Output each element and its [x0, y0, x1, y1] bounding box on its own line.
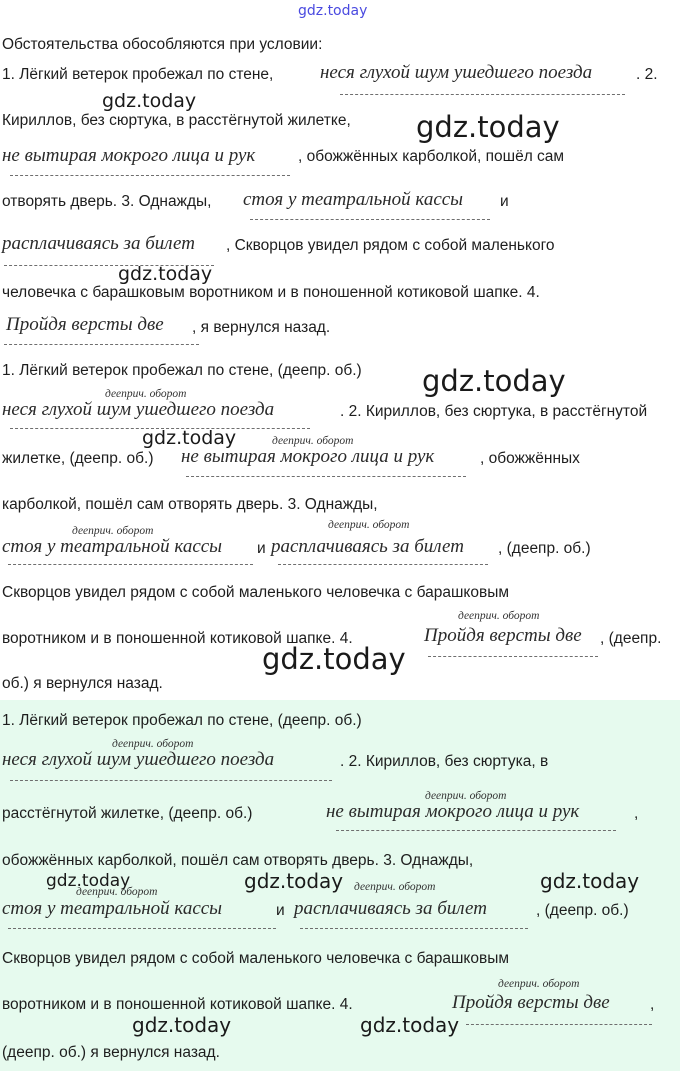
answer1-line-7: воротником и в поношенной котиковой шапке. 4.: [2, 630, 353, 647]
answer1-participle-2: не вытирая мокрого лица и рук: [181, 446, 435, 467]
task-title: Обстоятельства обособляются при условии:: [2, 36, 323, 53]
annotation-participle-phrase: дееприч. оборот: [328, 519, 410, 531]
underline-dash-dot: [340, 94, 625, 95]
underline-dash-dot: [300, 928, 528, 929]
answer2-line-7: воротником и в поношенной котиковой шапке. 4.: [2, 996, 353, 1013]
watermark: gdz.today: [142, 427, 237, 449]
task-line-2: Кириллов, без сюртука, в расстёгнутой жилетке,: [2, 112, 351, 129]
underline-dash-dot: [466, 1024, 652, 1025]
watermark: gdz.today: [132, 1013, 232, 1037]
underline-dash-dot: [4, 344, 199, 345]
annotation-participle-phrase: дееприч. оборот: [72, 525, 154, 537]
annotation-participle-phrase: дееприч. оборот: [112, 738, 194, 750]
annotation-participle-phrase: дееприч. оборот: [272, 435, 354, 447]
watermark: gdz.today: [118, 263, 213, 285]
underline-dash-dot: [250, 219, 490, 220]
answer1-participle-4: расплачиваясь за билет: [271, 536, 464, 557]
task-line-4a: отворять дверь. 3. Однажды,: [2, 193, 212, 210]
answer1-participle-3: стоя у театральной кассы: [2, 536, 223, 557]
annotation-participle-phrase: дееприч. оборот: [425, 790, 507, 802]
underline-dash-dot: [10, 175, 290, 176]
underline-dash-dot: [428, 656, 598, 657]
answer1-line-4: карболкой, пошёл сам отворять дверь. 3. Однажды,: [2, 496, 378, 513]
task-line-3: , обожжённых карболкой, пошёл сам: [298, 148, 565, 165]
annotation-participle-phrase: дееприч. оборот: [105, 388, 187, 400]
task-line-1b: . 2.: [636, 66, 658, 83]
answer2-line-1: 1. Лёгкий ветерок пробежал по стене, (деепр. об.): [2, 712, 362, 729]
underline-dash-dot: [10, 780, 332, 781]
answer1-line-8: об.) я вернулся назад.: [2, 675, 163, 692]
watermark: gdz.today: [360, 1013, 460, 1037]
answer1-line-6: Скворцов увидел рядом с собой маленького человечка с барашковым: [2, 584, 509, 601]
watermark-large: gdz.today: [422, 364, 566, 398]
answer2-line-3: расстёгнутой жилетке, (деепр. об.): [2, 805, 253, 822]
task-line-7: , я вернулся назад.: [192, 319, 331, 336]
answer2-line-4: обожжённых карболкой, пошёл сам отворять дверь. 3. Однажды,: [2, 852, 474, 869]
watermark-top: gdz.today: [298, 3, 368, 19]
watermark-large: gdz.today: [416, 110, 560, 144]
answer2-line-5b: , (деепр. об.): [536, 902, 629, 919]
answer1-line-2: . 2. Кириллов, без сюртука, в расстёгнутой: [340, 403, 648, 420]
watermark: gdz.today: [540, 869, 640, 893]
task-line-6: человечка с барашковым воротником и в поношенной котиковой шапке. 4.: [2, 284, 540, 301]
annotation-participle-phrase: дееприч. оборот: [498, 978, 580, 990]
answer2-line-2: . 2. Кириллов, без сюртука, в: [340, 753, 549, 770]
answer1-line-7b: , (деепр.: [600, 630, 662, 647]
answer2-line-7b: ,: [650, 996, 655, 1013]
task-participle-3: стоя у театральной кассы: [243, 189, 464, 210]
underline-dash-dot: [8, 564, 253, 565]
watermark: gdz.today: [244, 869, 344, 893]
answer1-line-5a: и: [257, 540, 266, 557]
answer2-participle-3: стоя у театральной кассы: [2, 898, 223, 919]
answer2-line-3b: ,: [634, 805, 639, 822]
answer1-line-3b: , обожжённых: [480, 450, 580, 467]
task-participle-5: Пройдя версты две: [6, 314, 164, 335]
answer2-line-8: (деепр. об.) я вернулся назад.: [2, 1044, 220, 1061]
answer2-line-5a: и: [276, 902, 285, 919]
answer2-participle-5: Пройдя версты две: [452, 992, 610, 1013]
underline-dash-dot: [8, 928, 276, 929]
task-line-4b: и: [500, 193, 509, 210]
task-participle-4: расплачиваясь за билет: [2, 233, 195, 254]
answer1-line-3a: жилетке, (деепр. об.): [2, 450, 154, 467]
answer2-participle-4: расплачиваясь за билет: [294, 898, 487, 919]
underline-dash-dot: [278, 564, 488, 565]
watermark: gdz.today: [46, 871, 131, 891]
annotation-participle-phrase: дееприч. оборот: [76, 886, 158, 898]
answer1-line-1: 1. Лёгкий ветерок пробежал по стене, (деепр. об.): [2, 362, 362, 379]
answer2-participle-2: не вытирая мокрого лица и рук: [326, 801, 580, 822]
annotation-participle-phrase: дееприч. оборот: [458, 610, 540, 622]
underline-dash-dot: [186, 476, 466, 477]
task-line-1a: 1. Лёгкий ветерок пробежал по стене,: [2, 66, 274, 83]
watermark: gdz.today: [102, 90, 197, 112]
task-participle-2: не вытирая мокрого лица и рук: [2, 145, 256, 166]
annotation-participle-phrase: дееприч. оборот: [354, 881, 436, 893]
answer2-line-6: Скворцов увидел рядом с собой маленького человечка с барашковым: [2, 950, 509, 967]
task-participle-1: неся глухой шум ушедшего поезда: [320, 62, 593, 83]
underline-dash-dot: [336, 830, 616, 831]
watermark-large: gdz.today: [262, 642, 406, 676]
answer1-line-5b: , (деепр. об.): [498, 540, 591, 557]
answer2-participle-1: неся глухой шум ушедшего поезда: [2, 749, 275, 770]
answer1-participle-5: Пройдя версты две: [424, 625, 582, 646]
answer1-participle-1: неся глухой шум ушедшего поезда: [2, 399, 275, 420]
task-line-5: , Скворцов увидел рядом с собой маленького: [226, 237, 555, 254]
